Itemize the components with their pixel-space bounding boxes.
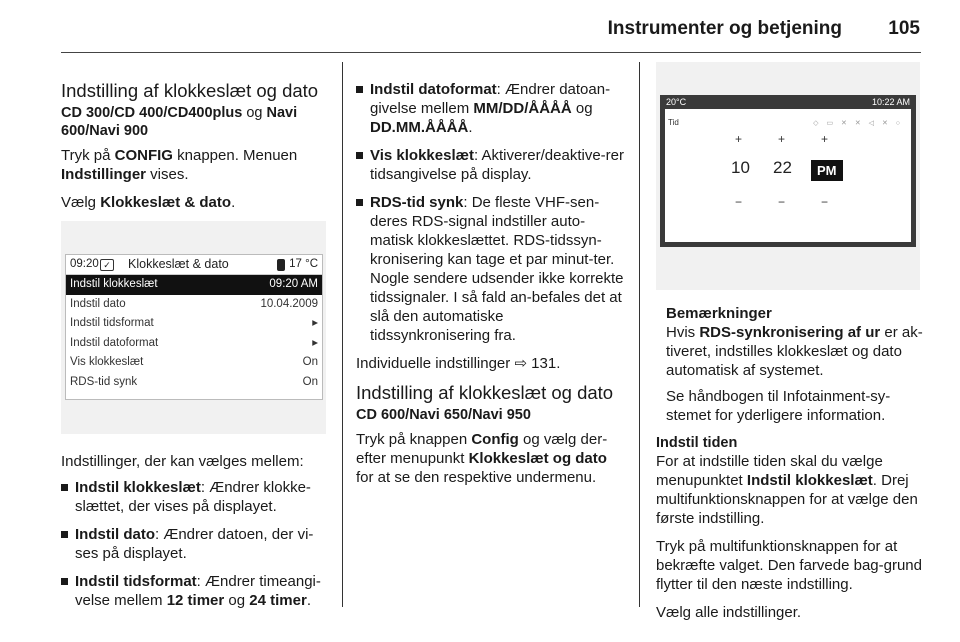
term: DD.MM.ÅÅÅÅ <box>370 119 469 136</box>
text: vises. <box>146 166 189 183</box>
hour-minus-button[interactable]: − <box>735 195 743 209</box>
text: . <box>306 592 311 609</box>
text: . <box>231 194 236 211</box>
section-heading: Indstilling af klokkeslæt og dato <box>356 382 614 403</box>
menu-row[interactable] <box>66 295 322 315</box>
screen-topbar <box>660 95 916 109</box>
ampm-minus-button[interactable]: − <box>821 195 829 209</box>
term: 24 timer <box>249 592 307 609</box>
paragraph: Tryk på multifunktionsknappen for at bekræfte valget. Den farvede bag-grund flytter til den næste indstilling. <box>656 538 922 593</box>
models-b: Navi 600/Navi 900 <box>61 105 298 139</box>
row-label: Indstil dato <box>70 297 126 310</box>
text: For at indstille tiden skal du vælge menupunktet <box>656 453 883 489</box>
screen-temperature: 20°C <box>666 96 687 107</box>
cross-reference <box>356 354 624 373</box>
column-divider-1 <box>342 62 343 607</box>
list-item <box>356 193 624 345</box>
screen-time: 09:20 <box>70 258 99 270</box>
row-label: Indstil datoformat <box>70 336 159 349</box>
note-text-2: Se håndbogen til Infotainment-sy-stemet for yderligere information. <box>666 388 891 424</box>
term: MM/DD/ÅÅÅÅ <box>473 100 572 117</box>
paragraph-config <box>356 430 624 487</box>
screen-title: Klokkeslæt & dato <box>128 257 229 271</box>
text: Hvis <box>666 324 700 341</box>
text: : Ændrer datoen, der vi-ses på displayet. <box>75 526 314 562</box>
note-text <box>666 323 926 380</box>
term: 12 timer <box>166 592 225 609</box>
text: og <box>571 100 593 117</box>
row-value: On <box>302 356 318 369</box>
row-value: On <box>302 375 318 388</box>
menu-row[interactable] <box>66 353 322 373</box>
text: : Ændrer datoan-givelse mellem <box>370 81 611 117</box>
text: : Aktiverer/deaktive-rer tidsangivelse på display. <box>370 147 625 183</box>
header-title: Instrumenter og betjening <box>607 18 842 39</box>
column-1 <box>61 80 326 619</box>
settings-term: Indstillinger <box>61 166 147 183</box>
hour-value[interactable]: 10 <box>731 158 750 177</box>
term: Indstil datoformat <box>370 81 497 98</box>
chevron-right-icon: ▸ <box>312 336 318 349</box>
text: . <box>468 119 473 136</box>
status-icons: ◇ ▭ ✕ ✕ ◁ ✕ ○ <box>813 120 903 127</box>
row-value: 09:20 AM <box>269 278 318 291</box>
screen-label: Tid <box>668 118 679 127</box>
page-reference-link[interactable]: ⇨ 131. <box>514 355 561 372</box>
models-og: og <box>242 105 267 121</box>
screen-temperature: 17 °C <box>289 258 318 270</box>
hour-plus-button[interactable]: + <box>735 132 743 146</box>
text: : Ændrer timeangi-velse mellem <box>75 573 321 609</box>
text: Vælg <box>61 194 101 211</box>
text: : Ændrer klokke-slættet, der vises på displayet. <box>75 479 311 515</box>
menu-row[interactable] <box>66 314 322 334</box>
row-label: Vis klokkeslæt <box>70 356 144 369</box>
text: for at se den respektive undermenu. <box>356 469 597 486</box>
screen-time: 10:22 AM <box>871 96 910 107</box>
text: knappen. Menuen <box>172 147 298 164</box>
text: og <box>224 592 250 609</box>
text: Individuelle indstillinger <box>356 355 515 372</box>
paragraph-select <box>61 193 326 212</box>
row-value: 10.04.2009 <box>260 297 318 310</box>
note-box <box>656 305 926 425</box>
text: . Drej multifunktionsknappen for at vælge den første indstilling. <box>656 472 918 527</box>
row-label: Indstil tidsformat <box>70 317 154 330</box>
text: : De fleste VHF-sen-deres RDS-signal indstiller auto-matisk klokkeslættet. RDS-tidssyn-kronisering kan tage et par minut-ter. Nogle sendere udsender ikke korrekte tidssignaler. I så fald an-befales det at slå den automatiske tidssynkronisering fra. <box>370 194 624 344</box>
term: Indstil dato <box>75 526 155 543</box>
list-item <box>356 80 624 137</box>
model-list <box>61 104 326 140</box>
ampm-value[interactable]: PM <box>811 160 843 181</box>
term: Vis klokkeslæt <box>370 147 474 164</box>
paragraph <box>656 452 926 528</box>
paragraph-config <box>61 146 326 184</box>
text: Tryk på knappen <box>356 431 472 448</box>
list-item <box>356 146 624 184</box>
subheading: Indstil tiden <box>656 435 738 451</box>
term: Indstil klokkeslæt <box>75 479 201 496</box>
term: RDS-synkronisering af ur <box>699 324 881 341</box>
menu-row[interactable] <box>66 373 322 393</box>
row-label: Indstil klokkeslæt <box>70 278 158 291</box>
term: Klokkeslæt og dato <box>468 450 607 467</box>
menu-row[interactable] <box>66 275 322 295</box>
page-number: 105 <box>888 18 920 39</box>
list-item <box>61 478 326 516</box>
options-intro: Indstillinger, der kan vælges mellem: <box>61 453 304 470</box>
models-a: CD 300/CD 400/CD400plus <box>61 105 243 121</box>
text: er ak-tiveret, indstilles klokkeslæt og dato automatisk af systemet. <box>666 324 923 379</box>
paragraph: Vælg alle indstillinger. <box>656 604 802 621</box>
text: og vælg der-efter menupunkt <box>356 431 608 467</box>
menu-term: Klokkeslæt & dato <box>100 194 232 211</box>
display-screen <box>65 254 323 400</box>
check-icon: ✓ <box>100 259 114 271</box>
column-3 <box>656 62 926 631</box>
term: Indstil tidsformat <box>75 573 197 590</box>
minute-plus-button[interactable]: + <box>778 132 786 146</box>
list-item <box>61 525 326 563</box>
header-divider <box>61 52 921 53</box>
minute-minus-button[interactable]: − <box>778 195 786 209</box>
column-2 <box>356 80 624 496</box>
menu-row[interactable] <box>66 334 322 354</box>
term: Indstil klokkeslæt <box>746 472 873 489</box>
config-term: CONFIG <box>114 147 173 164</box>
column-divider-2 <box>639 62 640 607</box>
chevron-right-icon: ▸ <box>312 317 318 330</box>
ampm-plus-button[interactable]: + <box>821 132 829 146</box>
screen-figure-2 <box>656 62 920 290</box>
screen-figure-1 <box>61 221 326 434</box>
page-header <box>0 0 960 44</box>
section-heading: Indstilling af klokkeslæt og dato <box>61 80 319 101</box>
thermometer-icon <box>277 259 285 271</box>
list-item <box>61 572 326 610</box>
term: Config <box>471 431 519 448</box>
model-list: CD 600/Navi 650/Navi 950 <box>356 407 531 423</box>
screen-topbar <box>66 255 322 275</box>
row-label: RDS-tid synk <box>70 375 138 388</box>
minute-value[interactable]: 22 <box>773 158 792 177</box>
note-title: Bemærkninger <box>666 305 772 322</box>
display-screen <box>660 95 916 247</box>
text: Tryk på <box>61 147 115 164</box>
term: RDS-tid synk <box>370 194 464 211</box>
